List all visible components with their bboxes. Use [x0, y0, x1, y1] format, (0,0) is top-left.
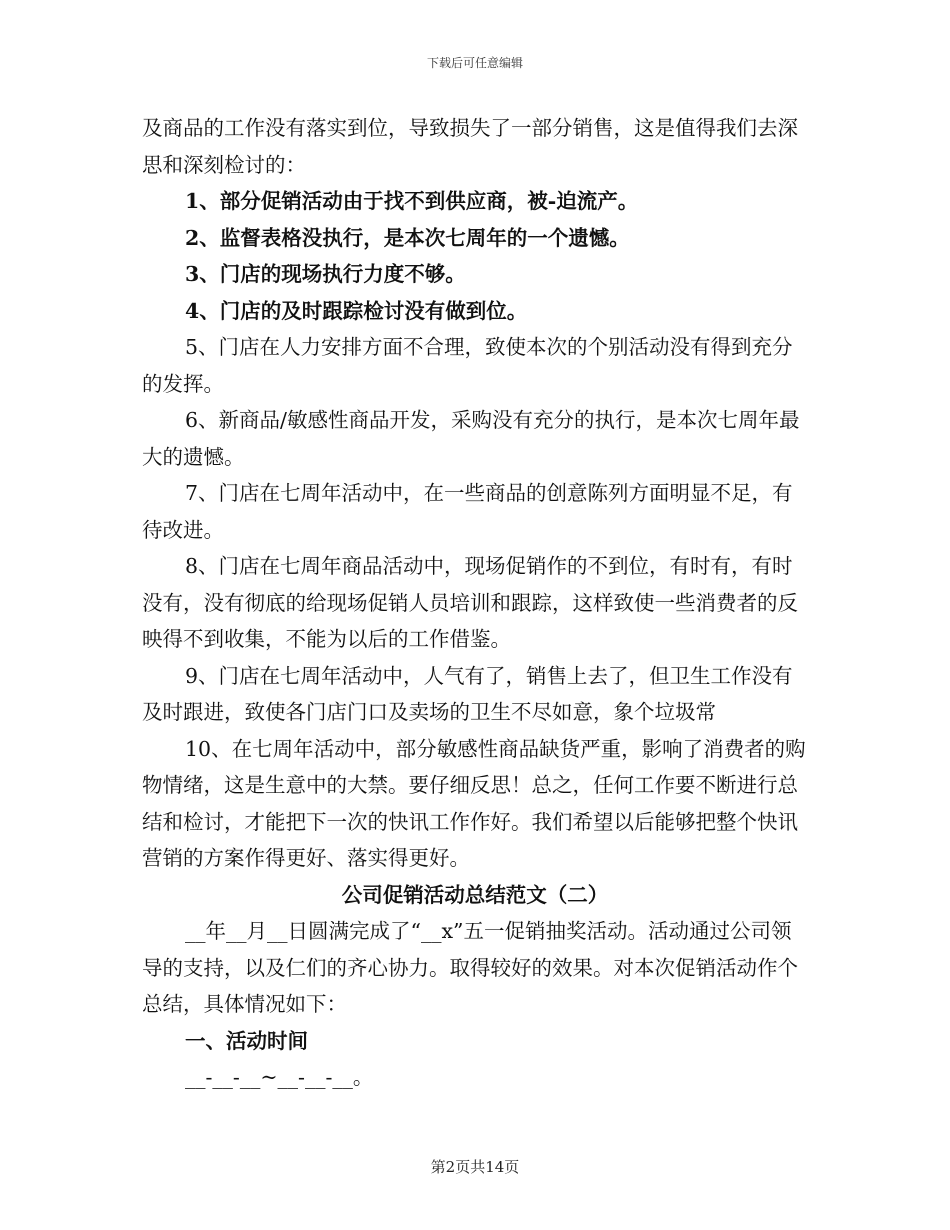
list-item: 10、在七周年活动中，部分敏感性商品缺货严重，影响了消费者的购物情绪，这是生意中的大禁。要仔细反思！总之，任何工作要不断进行总结和检讨，才能把下一次的快讯工作作好。我们希望以后能够把整个快讯营销的方案作得更好、落实得更好。: [142, 736, 806, 870]
document-body: [142, 110, 808, 1096]
time-line: __-__-__~__-__-__。: [185, 1065, 374, 1089]
list-item: 8、门店在七周年商品活动中，现场促销作的不到位，有时有，有时没有，没有彻底的给现场促销人员培训和跟踪，这样致使一些消费者的反映得不到收集，不能为以后的工作借鉴。: [142, 554, 798, 651]
list-item: 7、门店在七周年活动中，在一些商品的创意陈列方面明显不足，有待改进。: [142, 481, 793, 542]
list-item: 1、部分促销活动由于找不到供应商，被-迫流产。: [185, 189, 639, 213]
section-title: 公司促销活动总结范文（二）: [341, 882, 609, 907]
page-footer: 第2页共14页: [430, 1158, 520, 1176]
list-item: 3、门店的现场执行力度不够。: [185, 262, 466, 286]
paragraph: 及商品的工作没有落实到位，导致损失了一部分销售，这是值得我们去深思和深刻检讨的：: [142, 116, 798, 177]
list-item: 6、新商品/敏感性商品开发，采购没有充分的执行，是本次七周年最大的遗憾。: [142, 408, 800, 469]
section-intro: __年__月__日圆满完成了“__x”五一促销抽奖活动。活动通过公司领导的支持，以及仁们的齐心协力。取得较好的效果。对本次促销活动作个总结，具体情况如下：: [142, 919, 798, 1016]
list-item: 4、门店的及时跟踪检讨没有做到位。: [185, 298, 528, 323]
page-header: 下载后可任意编辑: [426, 56, 523, 70]
section-heading: 一、活动时间: [185, 1028, 308, 1053]
list-item: 9、门店在七周年活动中，人气有了，销售上去了，但卫生工作没有及时跟进，致使各门店门口及卖场的卫生不尽如意，象个垃圾常: [142, 663, 793, 724]
list-item: 2、监督表格没执行，是本次七周年的一个遗憾。: [185, 225, 630, 250]
list-item: 5、门店在人力安排方面不合理，致使本次的个别活动没有得到充分的发挥。: [142, 335, 793, 396]
